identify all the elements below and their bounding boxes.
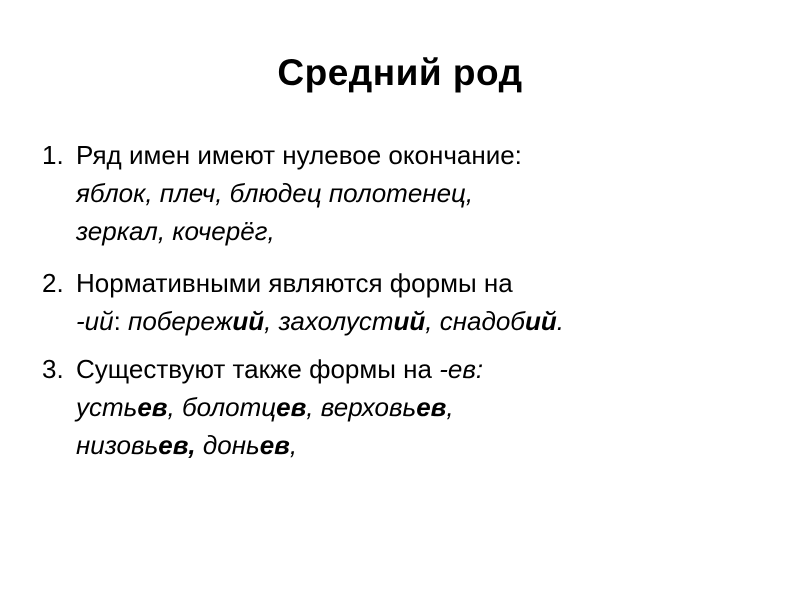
text-run: Ряд имен имеют нулевое окончание: xyxy=(76,140,522,170)
text-run: , xyxy=(289,429,298,460)
text-run: ев, xyxy=(158,429,203,460)
text-run: , xyxy=(446,391,454,422)
text-line xyxy=(76,265,762,303)
text-line xyxy=(76,389,762,427)
text-run: : xyxy=(113,305,129,336)
text-run: усть xyxy=(76,391,138,422)
text-line xyxy=(76,351,762,389)
text-run: побереж xyxy=(128,305,233,336)
text-line xyxy=(76,303,762,341)
text-run: ев xyxy=(259,429,290,460)
text-run: зеркал, кочерёг, xyxy=(76,215,275,246)
text-run: Нормативными являются формы на xyxy=(76,267,513,298)
list-item xyxy=(42,351,762,465)
text-run: -ев: xyxy=(439,353,484,384)
text-run: Существуют также формы на xyxy=(76,353,440,384)
slide-content xyxy=(42,137,762,475)
text-run: яблок, плеч, блюдец полотенец, xyxy=(76,177,474,208)
list-item xyxy=(42,137,762,251)
list-item xyxy=(42,265,762,341)
text-run: донь xyxy=(202,429,260,460)
text-run: ий xyxy=(524,305,557,336)
text-run: ий xyxy=(393,305,426,336)
text-run: , захолуст xyxy=(264,305,394,336)
page-title: Средний род xyxy=(277,52,523,93)
text-line xyxy=(76,213,762,251)
list-item-number: 3. xyxy=(42,353,64,384)
text-run: ев xyxy=(416,391,447,422)
list-item-number: 2. xyxy=(42,267,64,298)
text-run: . xyxy=(556,305,564,336)
text-run: -ий xyxy=(76,305,114,336)
text-line xyxy=(76,175,762,213)
list-item-body xyxy=(76,265,762,341)
list-item-body xyxy=(76,351,762,465)
text-run: низовь xyxy=(76,429,159,460)
text-run: , верховь xyxy=(306,391,417,422)
text-line xyxy=(76,427,762,465)
text-run: , болотц xyxy=(167,391,277,422)
text-run: , снадоб xyxy=(425,305,525,336)
text-line xyxy=(76,137,762,175)
text-run: ий xyxy=(232,305,265,336)
text-run: ев xyxy=(137,391,168,422)
list-item-number: 1. xyxy=(42,140,64,170)
text-run: ев xyxy=(276,391,307,422)
list-item-body xyxy=(76,137,762,251)
